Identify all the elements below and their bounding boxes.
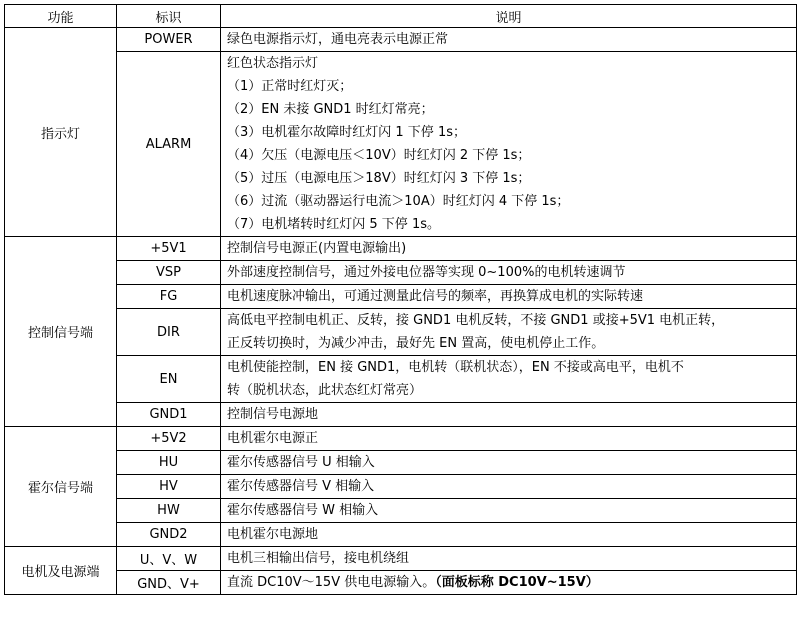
alarm-line: （3）电机霍尔故障时红灯闪 1 下停 1s； — [227, 125, 466, 140]
en-line: 电机使能控制，EN 接 GND1，电机转（联机状态），EN 不接或高电平，电机不 — [227, 360, 684, 375]
desc-gnd-vplus — [221, 571, 797, 595]
header-row — [5, 5, 797, 28]
power-input-text: 直流 DC10V～15V 供电电源输入。 — [227, 575, 436, 590]
signal-gnd2: GND2 — [117, 523, 221, 547]
spec-table — [4, 4, 797, 595]
table-row — [5, 28, 797, 52]
signal-dir: DIR — [117, 309, 221, 356]
desc-hw: 霍尔传感器信号 W 相输入 — [221, 499, 797, 523]
dir-line: 高低电平控制电机正、反转，接 GND1 电机反转，不接 GND1 或接+5V1 电机正转， — [227, 313, 725, 328]
desc-5v2: 电机霍尔电源正 — [221, 427, 797, 451]
alarm-line: （2）EN 未接 GND1 时红灯常亮； — [227, 102, 434, 117]
table-row — [5, 52, 797, 237]
alarm-line: （6）过流（驱动器运行电流＞10A）时红灯闪 4 下停 1s； — [227, 194, 570, 209]
alarm-line: （5）过压（电源电压＞18V）时红灯闪 3 下停 1s； — [227, 171, 531, 186]
en-line: 转（脱机状态，此状态红灯常亮） — [227, 383, 423, 398]
signal-en: EN — [117, 356, 221, 403]
desc-dir — [221, 309, 797, 356]
dir-line: 正反转切换时，为减少冲击，最好先 EN 置高，使电机停止工作。 — [227, 336, 605, 351]
desc-uvw: 电机三相输出信号，接电机绕组 — [221, 547, 797, 571]
alarm-line: 红色状态指示灯 — [227, 56, 319, 71]
signal-5v1: +5V1 — [117, 237, 221, 261]
panel-rating-note: （面板标称 DC10V~15V） — [435, 575, 599, 590]
desc-en — [221, 356, 797, 403]
signal-gnd1: GND1 — [117, 403, 221, 427]
signal-hv: HV — [117, 475, 221, 499]
alarm-line: （4）欠压（电源电压＜10V）时红灯闪 2 下停 1s； — [227, 148, 531, 163]
table-row — [5, 356, 797, 403]
group-control: 控制信号端 — [5, 237, 117, 427]
desc-vsp: 外部速度控制信号，通过外接电位器等实现 0~100%的电机转速调节 — [221, 261, 797, 285]
table-row — [5, 261, 797, 285]
table-row — [5, 427, 797, 451]
desc-fg: 电机速度脉冲输出，可通过测量此信号的频率，再换算成电机的实际转速 — [221, 285, 797, 309]
signal-hu: HU — [117, 451, 221, 475]
desc-5v1: 控制信号电源正(内置电源输出) — [221, 237, 797, 261]
table-row — [5, 451, 797, 475]
group-indicator: 指示灯 — [5, 28, 117, 237]
signal-uvw: U、V、W — [117, 547, 221, 571]
table-row — [5, 285, 797, 309]
table-row — [5, 237, 797, 261]
desc-power: 绿色电源指示灯，通电亮表示电源正常 — [221, 28, 797, 52]
desc-alarm — [221, 52, 797, 237]
group-hall: 霍尔信号端 — [5, 427, 117, 547]
signal-fg: FG — [117, 285, 221, 309]
desc-gnd2: 电机霍尔电源地 — [221, 523, 797, 547]
desc-hv: 霍尔传感器信号 V 相输入 — [221, 475, 797, 499]
alarm-line: （7）电机堵转时红灯闪 5 下停 1s。 — [227, 217, 440, 232]
table-row — [5, 499, 797, 523]
signal-vsp: VSP — [117, 261, 221, 285]
header-id: 标识 — [117, 5, 221, 28]
desc-gnd1: 控制信号电源地 — [221, 403, 797, 427]
table-row — [5, 523, 797, 547]
table-row — [5, 475, 797, 499]
signal-hw: HW — [117, 499, 221, 523]
header-description: 说明 — [221, 5, 797, 28]
desc-hu: 霍尔传感器信号 U 相输入 — [221, 451, 797, 475]
group-motor: 电机及电源端 — [5, 547, 117, 595]
signal-gnd-vplus: GND、V+ — [117, 571, 221, 595]
alarm-line: （1）正常时红灯灭； — [227, 79, 353, 94]
signal-alarm: ALARM — [117, 52, 221, 237]
table-row — [5, 571, 797, 595]
table-row — [5, 309, 797, 356]
header-function: 功能 — [5, 5, 117, 28]
table-row — [5, 403, 797, 427]
table-row — [5, 547, 797, 571]
signal-power: POWER — [117, 28, 221, 52]
signal-5v2: +5V2 — [117, 427, 221, 451]
